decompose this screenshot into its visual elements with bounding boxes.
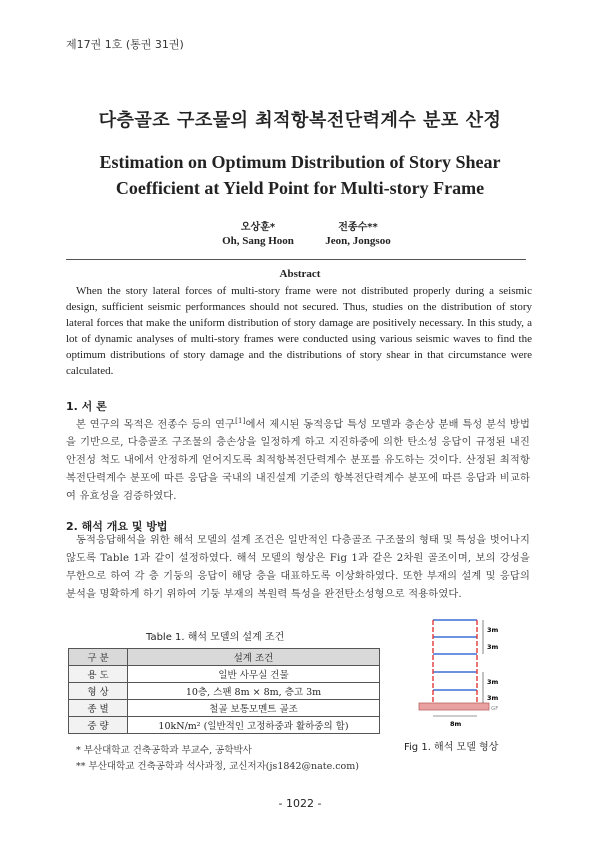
footnotes xyxy=(76,743,359,775)
figure-1-frame-model xyxy=(405,610,515,732)
table-header-cell: 구 분 xyxy=(69,649,128,666)
section-1-text-a: 본 연구의 목적은 전종수 등의 연구 xyxy=(76,419,236,431)
table-row xyxy=(69,717,380,734)
table-value-cell: 철골 보통모멘트 골조 xyxy=(128,700,380,717)
figure-1-caption: Fig 1. 해석 모델 형상 xyxy=(404,742,499,753)
author-2-name-en: Jeon, Jongsoo xyxy=(325,235,391,247)
abstract-heading: Abstract xyxy=(279,268,321,280)
span-label: 8m xyxy=(450,720,462,728)
table-key-cell: 용 도 xyxy=(69,666,128,683)
section-2-text: 동적응답해석을 위한 해석 모델의 설계 조건은 일반적인 다층골조 구조물의 형태 및 특성을 벗어나지 않도록 Table 1과 같이 설정하였다. 해석 모델의 형상은 Fig 1과 같은 2차원 골조이며, 보의 강성을 무한으로 하여 각 층 기둥의 응답이 해당 층을 대표하도록 이상화하였다. 또한 부재의 설계 및 응답의 분석을 명확하게 하기 위하여 기둥 부재의 복원력 특성을 완전탄소성형으로 적용하였다. xyxy=(66,535,530,600)
table-row xyxy=(69,683,380,700)
footnote-1: * 부산대학교 건축공학과 부교수, 공학박사 xyxy=(76,745,252,756)
table-key-cell: 형 상 xyxy=(69,683,128,700)
author-2-name-ko: 전종수** xyxy=(338,222,378,233)
dim-label: 3m xyxy=(487,678,499,686)
table-key-cell: 중 량 xyxy=(69,717,128,734)
ground-base xyxy=(419,703,489,710)
table-row xyxy=(69,700,380,717)
title-english xyxy=(0,149,600,201)
ground-label: GF xyxy=(491,706,499,712)
section-1-text xyxy=(66,412,530,506)
dim-label: 3m xyxy=(487,643,499,651)
table-header-row xyxy=(69,649,380,666)
title-korean: 다층골조 구조물의 최적항복전단력계수 분포 산정 xyxy=(98,110,502,131)
author-2 xyxy=(298,218,418,247)
table-1 xyxy=(68,648,380,734)
table-value-cell: 10층, 스팬 8m × 8m, 층고 3m xyxy=(128,683,380,700)
dimension-lines xyxy=(433,620,483,716)
table-header-cell: 설계 조건 xyxy=(128,649,380,666)
table-key-cell: 종 별 xyxy=(69,700,128,717)
journal-header: 제17권 1호 (통권 31권) xyxy=(66,38,184,51)
title-english-line1: Estimation on Optimum Distribution of Story Shear xyxy=(99,152,501,172)
table-value-cell: 일반 사무실 건물 xyxy=(128,666,380,683)
section-1-heading: 1. 서 론 xyxy=(66,400,107,413)
dim-label: 3m xyxy=(487,694,499,702)
author-1-name-ko: 오상훈* xyxy=(240,222,276,233)
divider-rule xyxy=(66,259,526,260)
author-1-name-en: Oh, Sang Hoon xyxy=(222,235,294,247)
page-number: - 1022 - xyxy=(278,797,322,810)
table-row xyxy=(69,666,380,683)
section-1-text-b: 에서 제시된 동적응답 특성 모델과 층손상 분배 특성 분석 방법을 기반으로, 다층골조 구조물의 층손상을 일정하게 하고 지진하중에 의한 탄소성 응답이 규정된 내진 안전성 척도 내에서 안정하게 얻어지도록 최적항복전단력계수 분포를 유도하는 것이다. 산정된 최적항복전단력계수 분포에 따른 응답을 국내의 내진설계 기준의 항복전단력계수 분포에 따른 응답과 비교하여 유효성을 검증하였다. xyxy=(66,419,530,503)
title-english-line2: Coefficient at Yield Point for Multi-story Frame xyxy=(115,178,485,198)
dim-label: 3m xyxy=(487,626,499,634)
beams xyxy=(433,620,477,690)
table-1-caption: Table 1. 해석 모델의 설계 조건 xyxy=(146,632,285,643)
section-2-heading: 2. 해석 개요 및 방법 xyxy=(66,520,168,533)
footnote-2: ** 부산대학교 건축공학과 석사과정, 교신저자(js1842@nate.com) xyxy=(76,761,359,772)
abstract-text: When the story lateral forces of multi-story frame were not distributed properly during a seismic design, sufficient seismic performances should not secured. Thus, studies on the distribution of story lateral forces that make the uniform distribution of story damage are positively necessary. In this study, a lot of dynamic analyses of multi-story frames were conducted using various seismic waves to find the optimum distributions of story damage and the distributions of story shear in that circumstance were calculated. xyxy=(66,285,532,377)
citation-ref: [1] xyxy=(235,417,246,425)
table-value-cell: 10kN/m² (일반적인 고정하중과 활하중의 합) xyxy=(128,717,380,734)
